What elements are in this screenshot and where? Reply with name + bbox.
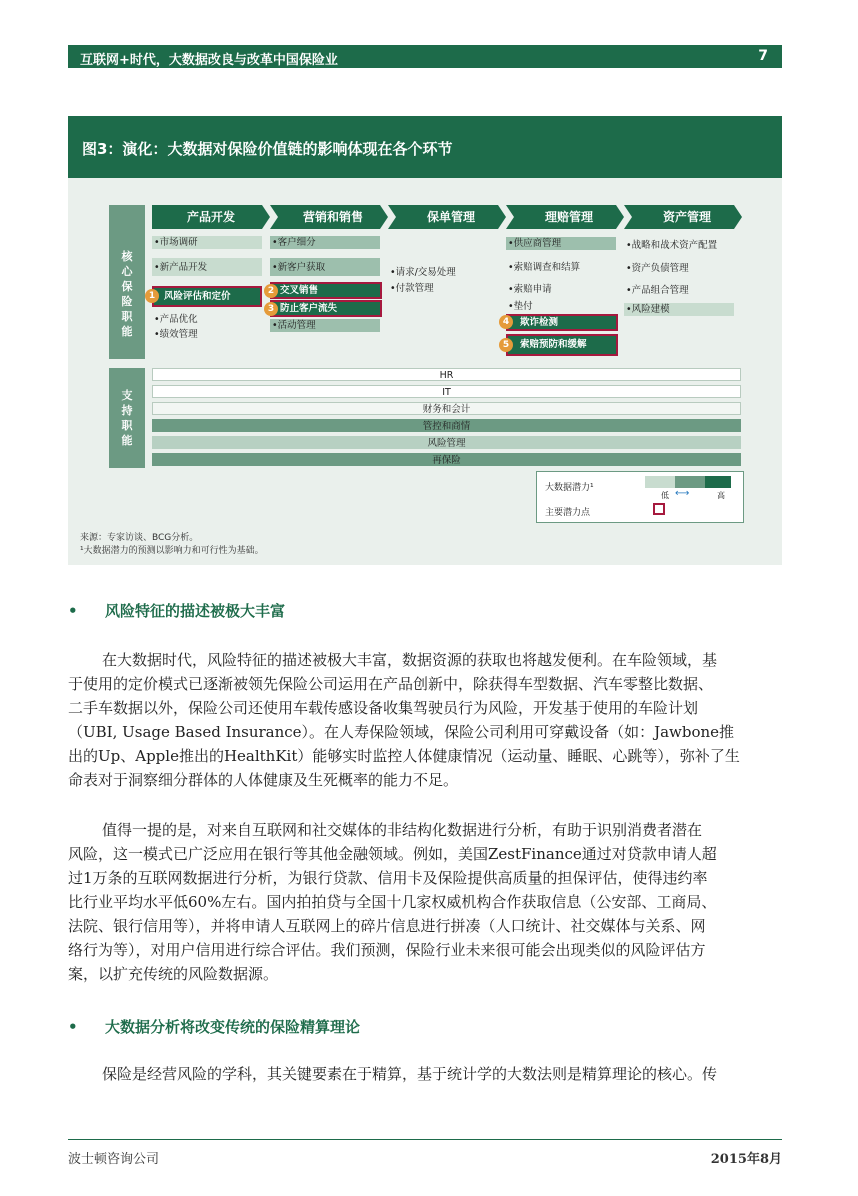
- footer-date: 2015年8月: [710, 1152, 782, 1167]
- legend-swatch-high: [705, 476, 731, 488]
- legend-swatch-low: [645, 476, 675, 488]
- item-product-optimization: •产品优化: [154, 314, 198, 325]
- number-badge-5: 5: [499, 338, 513, 352]
- highlight-claim-prevention: 索赔预防和缓解: [506, 334, 618, 356]
- support-control: 管控和商情: [152, 419, 741, 432]
- item-market-research: •市场调研: [154, 237, 198, 248]
- support-finance: 财务和会计: [152, 402, 741, 415]
- support-it: IT: [152, 385, 741, 398]
- legend-key-swatch: [653, 503, 665, 515]
- legend-swatch-mid: [675, 476, 705, 488]
- stage-claims: 理赔管理: [544, 210, 593, 224]
- stage-product: 产品开发: [186, 210, 235, 224]
- item-performance-mgmt: •绩效管理: [154, 329, 198, 340]
- item-new-customer: •新客户获取: [272, 262, 326, 273]
- support-functions-label: 支 持 职 能: [109, 368, 145, 468]
- highlight-churn-prevention: 防止客户流失: [270, 300, 382, 317]
- item-asset-allocation: •战略和战术资产配置: [626, 240, 718, 251]
- highlight-fraud-detection: 欺诈检测: [506, 314, 618, 331]
- section-heading-1: • 风险特征的描述被极大丰富: [68, 602, 286, 620]
- stage-marketing: 营销和销售: [302, 210, 363, 224]
- item-campaign-mgmt: •活动管理: [272, 320, 316, 331]
- item-claim-application: •索赔申请: [508, 284, 552, 295]
- page-number: 7: [758, 48, 768, 64]
- number-badge-1: 1: [145, 289, 159, 303]
- item-new-product: •新产品开发: [154, 262, 208, 273]
- core-functions-label: 核 心 保 险 职 能: [109, 205, 145, 359]
- bullet-icon: •: [68, 602, 78, 620]
- item-payment-mgmt: •付款管理: [390, 283, 434, 294]
- item-request-processing: •请求/交易处理: [390, 267, 456, 278]
- support-risk: 风险管理: [152, 436, 741, 449]
- legend: [536, 471, 744, 523]
- item-alm: •资产负债管理: [626, 263, 689, 274]
- number-badge-4: 4: [499, 315, 513, 329]
- footer-company: 波士顿咨询公司: [68, 1152, 160, 1167]
- legend-low: 低: [661, 491, 669, 500]
- section-heading-2: • 大数据分析将改变传统的保险精算理论: [68, 1018, 361, 1036]
- number-badge-3: 3: [264, 302, 278, 316]
- item-supplier-mgmt: •供应商管理: [508, 238, 562, 249]
- highlight-cross-sell: 交叉销售: [270, 282, 382, 299]
- stage-asset: 资产管理: [662, 210, 711, 224]
- support-hr: HR: [152, 368, 741, 381]
- support-reinsurance: 再保险: [152, 453, 741, 466]
- figure-title-bar: [68, 116, 782, 178]
- figure-title: 图3：演化：大数据对保险价值链的影响体现在各个环节: [82, 140, 453, 158]
- header-title: 互联网+时代，大数据改良与改革中国保险业: [80, 53, 338, 68]
- legend-key-label: 主要潜力点: [545, 508, 591, 518]
- paragraph-2: 值得一提的是，对来自互联网和社交媒体的非结构化数据进行分析，有助于识别消费者潜在 风险，这一模式已广泛应用在银行等其他金融领域。例如，美国ZestFinance通过对贷款申请人超 过1万条的互联网数据进行分析，为银行贷款、信用卡及保险提供高质量的担保评估，使得违约率 比行业平均水平低60%左右。国内拍拍贷与全国十几家权威机构合作获取信息（公安部、工商局、 法院、银行信用等），并将申请人互联网上的碎片信息进行拼凑（人口统计、社交媒体与关系、网 络行为等），对用户信用进行综合评估。我们预测，保险行业未来很可能会出现类似的风险评估方 案，以扩充传统的风险数据源。: [68, 821, 717, 983]
- footer-rule: [68, 1139, 782, 1140]
- paragraph-1: 在大数据时代，风险特征的描述被极大丰富，数据资源的获取也将越发便利。在车险领域，基 于使用的定价模式已逐渐被领先保险公司运用在产品创新中，除获得车型数据、汽车零整比数据、 二手车数据以外，保险公司还使用车载传感设备收集驾驶员行为风险，开发基于使用的车险计划 （UBI, Usage Based Insurance）。在人寿保险领域，保险公司利用可穿戴设备（如：Jawbone推 出的Up、Apple推出的HealthKit）能够实时监控人体健康情况（运动量、睡眠、心跳等），弥补了生 命表对于洞察细分群体的人体健康及生死概率的能力不足。: [68, 651, 740, 789]
- figure-3: [68, 116, 782, 565]
- bullet-icon: •: [68, 1018, 78, 1036]
- number-badge-2: 2: [264, 284, 278, 298]
- figure-footnote: ¹大数据潜力的预测以影响力和可行性为基础。: [80, 546, 264, 556]
- item-risk-modeling: •风险建模: [626, 304, 670, 315]
- item-claim-investigation: •索赔调查和结算: [508, 262, 581, 273]
- legend-potential-label: 大数据潜力¹: [545, 483, 594, 493]
- highlight-risk-pricing: 风险评估和定价: [152, 286, 262, 307]
- item-customer-segment: •客户细分: [272, 237, 316, 248]
- figure-source: 来源：专家访谈、BCG分析。: [80, 533, 199, 543]
- item-portfolio-mgmt: •产品组合管理: [626, 285, 689, 296]
- stage-policy: 保单管理: [426, 210, 475, 224]
- item-advance-payment: •垫付: [508, 301, 533, 312]
- running-header: [68, 45, 782, 68]
- paragraph-3: 保险是经营风险的学科，其关键要素在于精算，基于统计学的大数法则是精算理论的核心。传: [102, 1065, 718, 1083]
- double-arrow-icon: ⟷: [675, 488, 690, 499]
- legend-high: 高: [717, 491, 725, 500]
